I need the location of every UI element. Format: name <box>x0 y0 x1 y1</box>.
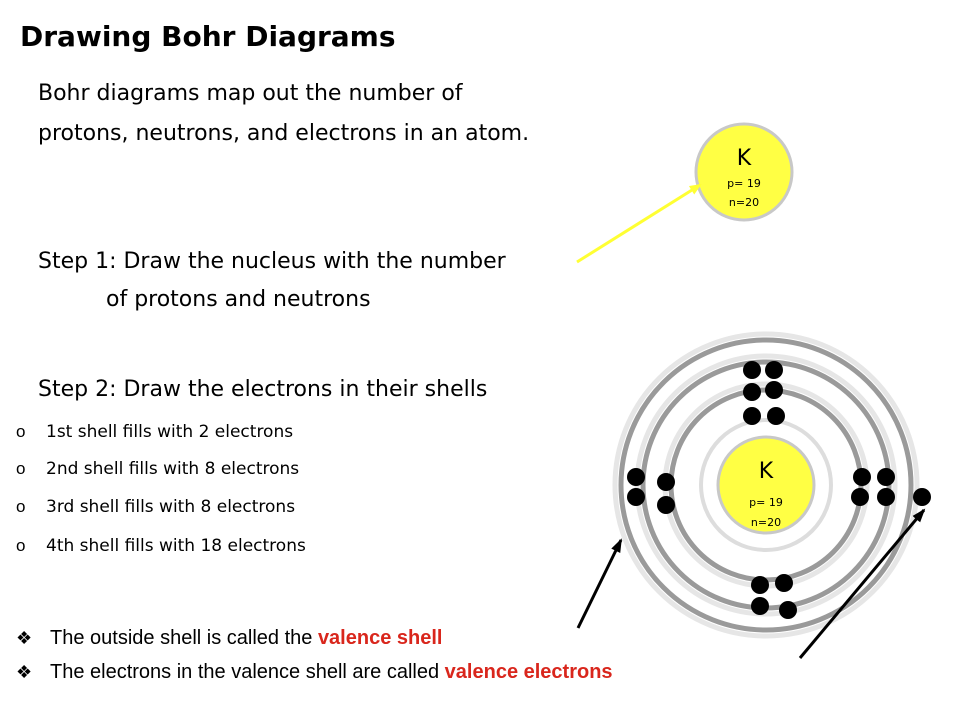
electron <box>657 496 675 514</box>
electron <box>657 473 675 491</box>
electron <box>765 381 783 399</box>
electron <box>751 576 769 594</box>
electron <box>913 488 931 506</box>
note-valence-shell <box>16 627 442 650</box>
electron <box>743 407 761 425</box>
valence-electron-arrow <box>800 510 924 658</box>
diamond-bullet-icon: ❖ <box>16 662 33 682</box>
electron <box>775 574 793 592</box>
electron <box>779 601 797 619</box>
nucleus-small-symbol: K <box>736 146 752 171</box>
nucleus-small-protons: p= 19 <box>727 177 761 190</box>
step1-line1: Step 1: Draw the nucleus with the number <box>38 249 506 274</box>
bullet-text: 3rd shell fills with 8 electrons <box>46 497 296 517</box>
bullet-circle-icon: o <box>16 459 26 478</box>
electron <box>743 383 761 401</box>
valence-shell-highlight: valence shell <box>317 627 443 649</box>
bullet-text: 2nd shell fills with 8 electrons <box>46 459 300 479</box>
note-text: The electrons in the valence shell are called <box>50 661 445 683</box>
electron <box>767 407 785 425</box>
nucleus-small-neutrons: n=20 <box>728 196 760 209</box>
diamond-bullet-icon: ❖ <box>16 628 33 648</box>
step1-line2: of protons and neutrons <box>106 287 371 312</box>
nucleus-large-symbol: K <box>758 459 774 484</box>
electron <box>877 468 895 486</box>
note-text: The outside shell is called the <box>50 627 318 649</box>
electron <box>751 597 769 615</box>
nucleus-large-neutrons: n=20 <box>750 516 782 529</box>
bullet-circle-icon: o <box>16 497 26 516</box>
intro-text: Bohr diagrams map out the number of protons, neutrons, and electrons in an atom. <box>38 81 530 146</box>
bullet-circle-icon: o <box>16 536 26 555</box>
yellow-arrow <box>577 185 700 262</box>
electron <box>627 468 645 486</box>
electron <box>853 468 871 486</box>
electron <box>627 488 645 506</box>
note-valence-electrons <box>16 661 613 684</box>
step2-heading: Step 2: Draw the electrons in their shells <box>38 377 488 402</box>
bullet-circle-icon: o <box>16 422 26 441</box>
valence-electrons-highlight: valence electrons <box>444 661 613 683</box>
valence-shell-arrow <box>578 540 621 628</box>
nucleus-large-protons: p= 19 <box>749 496 783 509</box>
bullet-text: 1st shell fills with 2 electrons <box>46 422 294 442</box>
bullet-text: 4th shell fills with 18 electrons <box>46 536 306 556</box>
electron <box>765 361 783 379</box>
electron <box>877 488 895 506</box>
electron <box>743 361 761 379</box>
electron <box>851 488 869 506</box>
page-title: Drawing Bohr Diagrams <box>20 20 396 53</box>
